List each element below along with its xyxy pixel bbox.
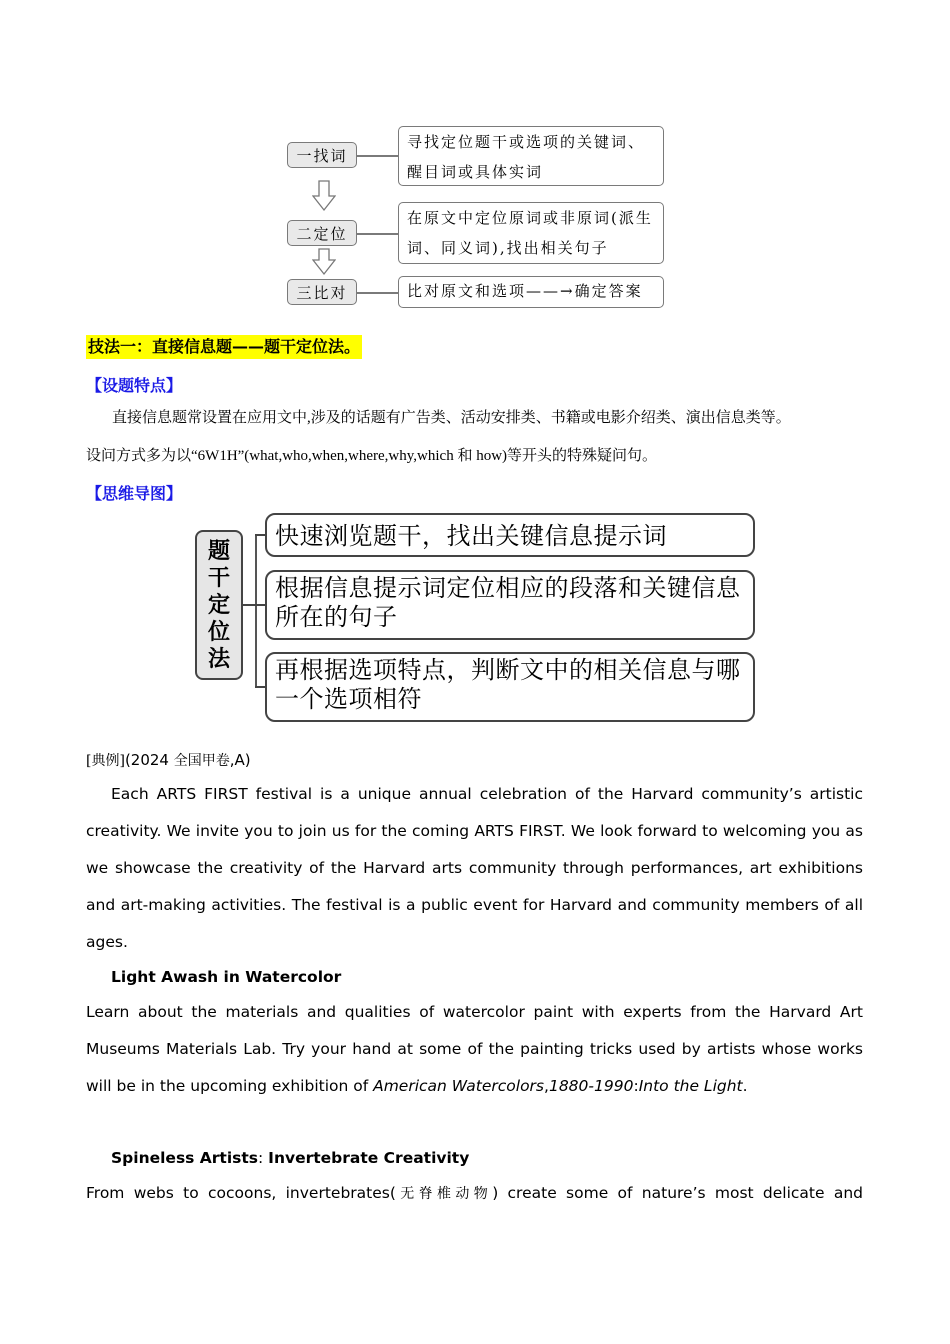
connector-line [255,604,265,606]
root-char: 定 [207,592,230,618]
root-char: 题 [207,538,230,564]
connector-line [255,534,265,536]
connector-line [243,604,255,606]
mind-map-branch-2: 根据信息提示词定位相应的段落和关键信息所在的句子 [265,570,755,640]
flow-desc-locate: 在原文中定位原词或非原词(派生词、同义词),找出相关句子 [398,202,664,264]
section-title-spineless: Spineless Artists: Invertebrate Creativity [111,1149,470,1167]
mind-map-root [195,530,243,680]
mind-map-heading: 【思维导图】 [86,484,183,503]
flow-desc-compare: 比对原文和选项——→确定答案 [398,276,664,308]
section-title-watercolor: Light Awash in Watercolor [111,968,342,986]
connector-line [357,155,398,157]
section-text-watercolor: Learn about the materials and qualities of watercolor paint with experts from the Harvard Art Museums Materials Lab. Try your hand at some of the painting tricks used by artists whose works will be in the upcoming exhibition of American Watercolors,1880-1990:Into the Light. [86,1003,863,1095]
mind-map-branch-3: 再根据选项特点，判断文中的相关信息与哪一个选项相符 [265,652,755,722]
features-line-2: 设问方式多为以“6W1H”(what,who,when,where,why,which 和 how)等开头的特殊疑问句。 [86,448,658,464]
flow-desc-find-words: 寻找定位题干或选项的关键词、醒目词或具体实词 [398,126,664,186]
connector-line [357,233,398,235]
features-heading: 【设题特点】 [86,376,183,395]
passage-intro: Each ARTS FIRST festival is a unique annual celebration of the Harvard community’s artistic creativity. We invite you to join us for the coming ARTS FIRST. We look forward to welcoming you as we showcase the creativity of the Harvard arts community through performances, art exhibitions and art-making activities. The festival is a public event for Harvard and community members of all ages. [86,785,863,951]
flow-step-locate: 二定位 [287,220,357,246]
technique-title: 技法一：直接信息题——题干定位法。 [86,335,362,359]
flow-step-compare: 三比对 [287,279,357,305]
flow-step-find-words: 一找词 [287,142,357,168]
section-text-spineless: From webs to cocoons, invertebrates(无脊椎动物) create some of nature’s most delicate and [86,1184,864,1202]
root-char: 位 [207,619,230,645]
mind-map-branch-1: 快速浏览题干，找出关键信息提示词 [265,513,755,557]
features-line-1: 直接信息题常设置在应用文中,涉及的话题有广告类、活动安排类、书籍或电影介绍类、演出信息类等。 [112,410,791,426]
down-arrow-icon [312,180,336,212]
connector-line [255,534,257,686]
down-arrow-icon [312,248,336,276]
root-char: 干 [207,565,230,591]
root-char: 法 [207,646,230,672]
example-label: [典例](2024 全国甲卷,A) [86,751,251,769]
connector-line [255,686,265,688]
connector-line [357,292,398,294]
